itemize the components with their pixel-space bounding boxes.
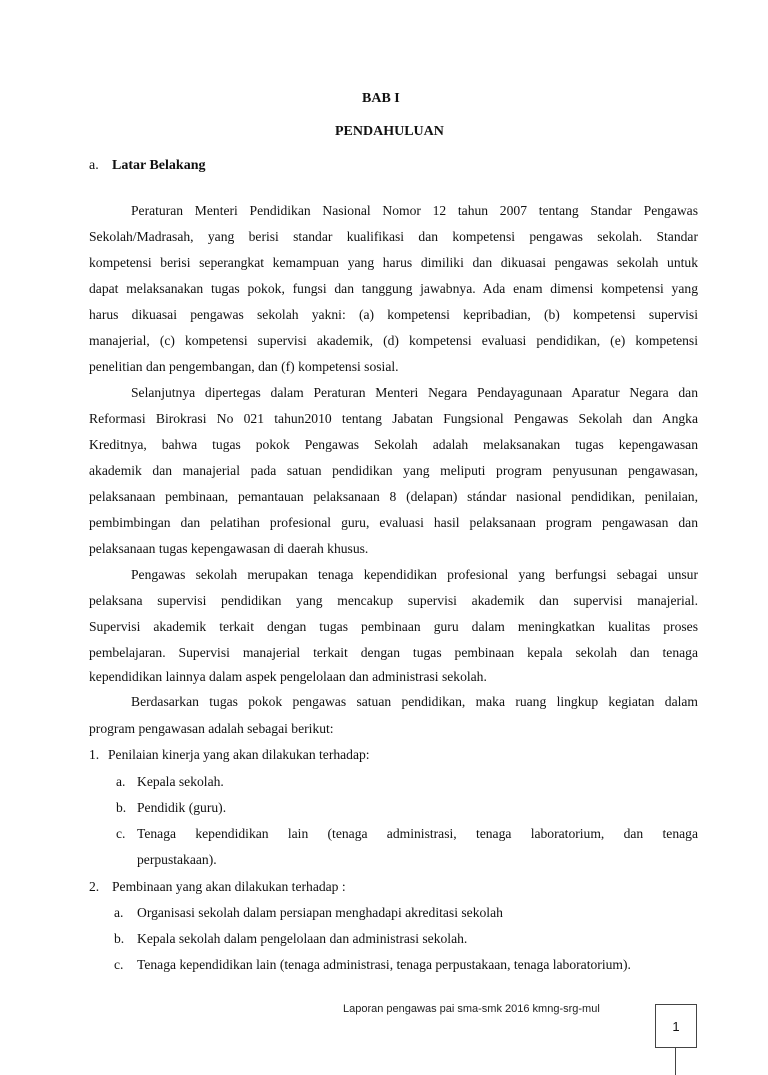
page-box-connector (675, 1047, 676, 1075)
list-item-letter: b. (114, 931, 125, 946)
list-item-letter: c. (116, 826, 126, 841)
list-item: Tenaga kependidikan lain (tenaga administrasi, tenaga laboratorium, dan tenaga (137, 826, 698, 841)
list-item-continuation: perpustakaan). (137, 852, 217, 867)
paragraph-line: pembelajaran. Supervisi manajerial terkait dengan tugas pembinaan kepala sekolah dan tenaga (89, 645, 698, 660)
paragraph-line: Supervisi akademik terkait dengan tugas pembinaan guru dalam meningkatkan kualitas proses (89, 619, 698, 634)
list-item: Pendidik (guru). (137, 800, 227, 815)
paragraph-line: dapat melaksanakan tugas pokok, fungsi dan tanggung jawabnya. Ada enam dimensi kompetensi yang (89, 281, 698, 296)
list-item: Kepala sekolah. (137, 774, 224, 789)
list-item-letter: a. (114, 905, 124, 920)
paragraph-line: Berdasarkan tugas pokok pengawas satuan pendidikan, maka ruang lingkup kegiatan dalam (131, 694, 698, 709)
page-number: 1 (672, 1019, 680, 1034)
paragraph-line: kependidikan lainnya dalam aspek pengelolaan dan administrasi sekolah. (89, 669, 487, 684)
footer-text: Laporan pengawas pai sma-smk 2016 kmng-srg-mul (343, 1003, 600, 1015)
paragraph-line: Kreditnya, bahwa tugas pokok Pengawas Sekolah adalah melaksanakan tugas kepengawasan (89, 437, 698, 452)
list-number: 1. (89, 747, 100, 762)
section-title: Latar Belakang (112, 158, 206, 173)
paragraph-line: pembimbingan dan pelatihan profesional guru, evaluasi hasil pelaksanaan program pengawasan dan (89, 515, 698, 530)
list-item-letter: c. (114, 957, 124, 972)
paragraph-line: pelaksanaan pembinaan, pemantauan pelaksanaan 8 (delapan) stándar nasional pendidikan, penilaian, (89, 489, 698, 504)
list-title: Pembinaan yang akan dilakukan terhadap : (112, 879, 346, 894)
list-title: Penilaian kinerja yang akan dilakukan terhadap: (108, 747, 370, 762)
list-item: Organisasi sekolah dalam persiapan menghadapi akreditasi sekolah (137, 905, 503, 920)
paragraph-line: harus dikuasai pengawas sekolah yakni: (a) kompetensi kepribadian, (b) kompetensi supervisi (89, 307, 698, 322)
paragraph-line: Reformasi Birokrasi No 021 tahun2010 tentang Jabatan Fungsional Pengawas Sekolah dan Angka (89, 411, 698, 426)
paragraph-line: penelitian dan pengembangan, dan (f) kompetensi sosial. (89, 359, 399, 374)
paragraph-line: Pengawas sekolah merupakan tenaga kependidikan profesional yang berfungsi sebagai unsur (131, 567, 698, 582)
chapter-heading: BAB I (362, 91, 400, 106)
paragraph-line: pelaksana supervisi pendidikan yang mencakup supervisi akademik dan supervisi manajerial. (89, 593, 698, 608)
list-item-letter: b. (116, 800, 127, 815)
paragraph-line: Selanjutnya dipertegas dalam Peraturan Menteri Negara Pendayagunaan Aparatur Negara dan (131, 385, 698, 400)
paragraph-line: program pengawasan adalah sebagai berikut: (89, 721, 334, 736)
section-letter: a. (89, 158, 99, 173)
paragraph-line: manajerial, (c) kompetensi supervisi akademik, (d) kompetensi evaluasi pendidikan, (e) kompetensi (89, 333, 698, 348)
paragraph-line: kompetensi berisi seperangkat kemampuan yang harus dimiliki dan dikuasai pengawas sekolah untuk (89, 255, 698, 270)
paragraph-line: akademik dan manajerial pada satuan pendidikan yang meliputi program penyusunan pengawasan, (89, 463, 698, 478)
page-number-box (655, 1004, 697, 1048)
chapter-title: PENDAHULUAN (335, 124, 444, 139)
paragraph-line: Peraturan Menteri Pendidikan Nasional Nomor 12 tahun 2007 tentang Standar Pengawas (131, 203, 698, 218)
paragraph-line: pelaksanaan tugas kepengawasan di daerah khusus. (89, 541, 369, 556)
list-item: Tenaga kependidikan lain (tenaga administrasi, tenaga perpustakaan, tenaga laboratorium). (137, 957, 631, 972)
list-item: Kepala sekolah dalam pengelolaan dan administrasi sekolah. (137, 931, 468, 946)
list-item-letter: a. (116, 774, 126, 789)
paragraph-line: Sekolah/Madrasah, yang berisi standar kualifikasi dan kompetensi pengawas sekolah. Standar (89, 229, 698, 244)
list-number: 2. (89, 879, 100, 894)
